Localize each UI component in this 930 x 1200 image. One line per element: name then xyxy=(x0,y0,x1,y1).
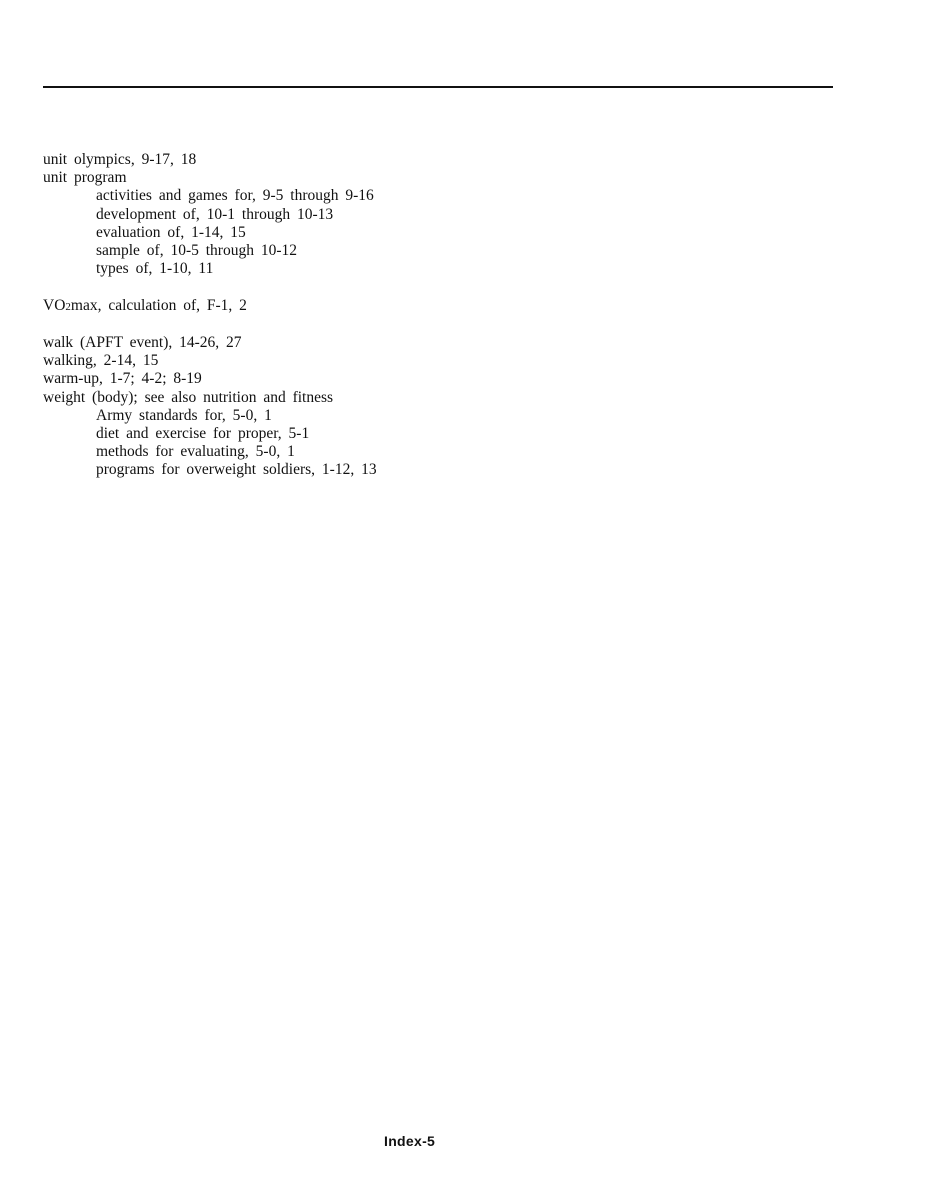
vo2max-subscript: 2 xyxy=(65,300,71,313)
index-entry-warm-up: warm-up, 1-7; 4-2; 8-19 xyxy=(43,370,202,388)
index-entry-unit-olympics: unit olympics, 9-17, 18 xyxy=(43,151,197,168)
index-entry-vo2max xyxy=(43,297,643,316)
index-subentry: diet and exercise for proper, 5-1 xyxy=(96,425,310,443)
index-subentry: evaluation of, 1-14, 15 xyxy=(96,223,246,241)
index-entry-walking: walking, 2-14, 15 xyxy=(43,352,159,370)
index-subentry: types of, 1-10, 11 xyxy=(96,260,214,278)
header-rule xyxy=(43,86,833,88)
vo2max-rest: max, calculation of, F-1, 2 xyxy=(70,296,247,314)
section-gap xyxy=(43,278,643,296)
index-entry-weight: weight (body); see also nutrition and fitness xyxy=(43,388,334,406)
index-subentry: activities and games for, 9-5 through 9-16 xyxy=(96,187,374,205)
section-gap xyxy=(43,316,643,334)
index-subentry: methods for evaluating, 5-0, 1 xyxy=(96,443,295,461)
index-entry-walk: walk (APFT event), 14-26, 27 xyxy=(43,334,242,351)
index-entry-unit-program: unit program xyxy=(43,169,127,187)
index-list xyxy=(43,151,643,480)
page-number: Index-5 xyxy=(384,1133,436,1149)
index-subentry: development of, 10-1 through 10-13 xyxy=(96,205,334,223)
index-subentry: sample of, 10-5 through 10-12 xyxy=(96,242,297,260)
vo2max-prefix: VO xyxy=(43,296,66,314)
index-subentry: Army standards for, 5-0, 1 xyxy=(96,406,272,424)
index-subentry: programs for overweight soldiers, 1-12, 13 xyxy=(96,461,377,479)
